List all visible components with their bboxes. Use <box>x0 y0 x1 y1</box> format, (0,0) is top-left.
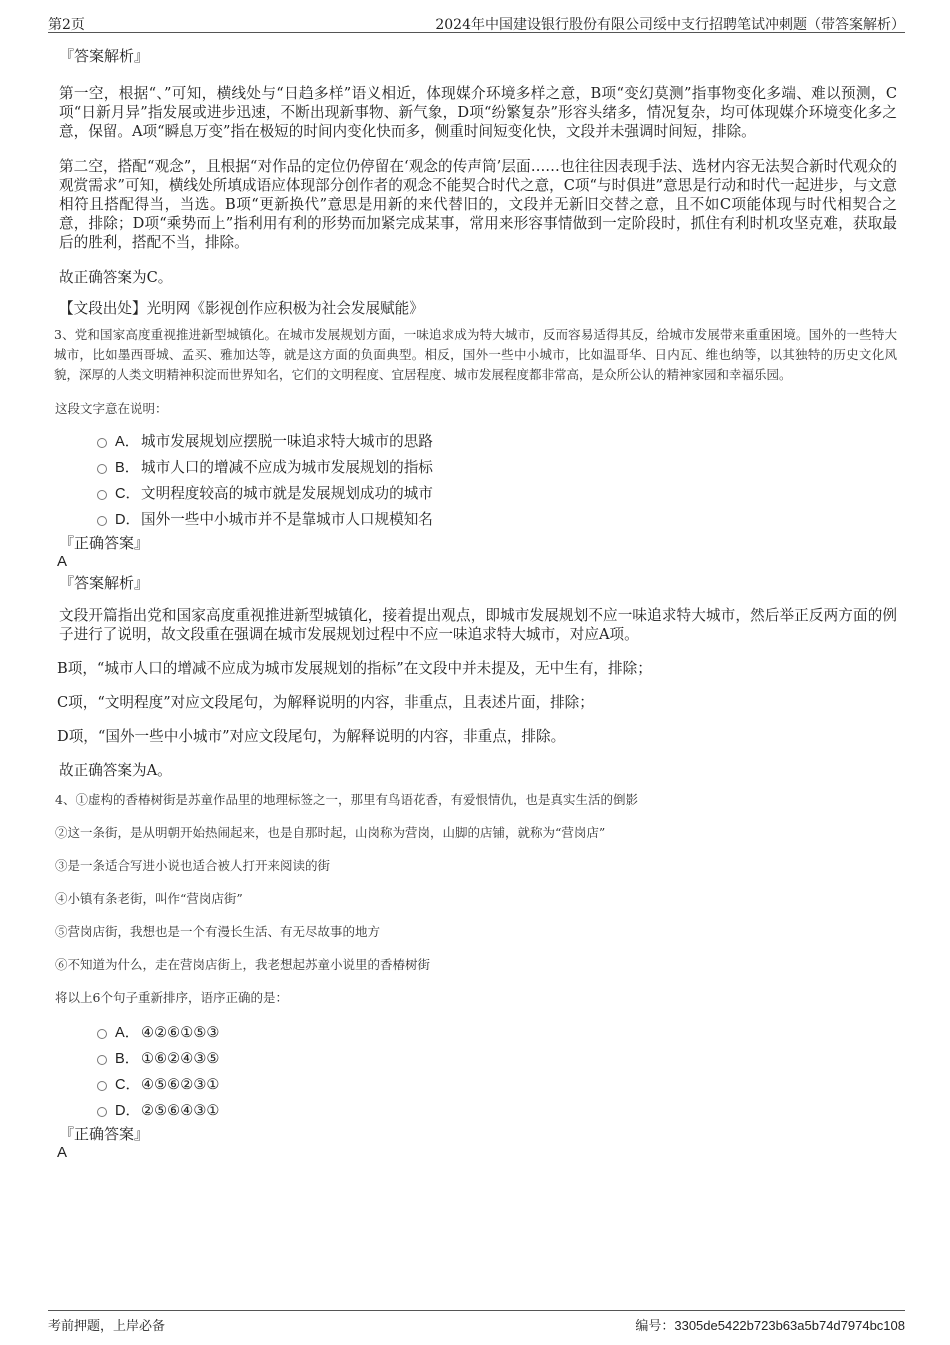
document-title: 2024年中国建设银行股份有限公司绥中支行招聘笔试冲刺题（带答案解析） <box>435 17 905 33</box>
radio-icon[interactable] <box>97 1107 107 1117</box>
q3-option-d[interactable]: D．国外一些中小城市并不是靠城市人口规模知名 <box>95 507 897 533</box>
q4-option-b[interactable]: B． ①⑥②④③⑤ <box>95 1046 897 1072</box>
q2-analysis-paragraph-2: 第二空，搭配“观念”，且根据“对作品的定位仍停留在‘观念的传声筒’层面……也往往因表现手法、选材内容无法契合新时代观众的观赏需求”可知，横线处所填成语应体现部分创作者的观念不能契合时代之意，C项“与时俱进”意思是行动和时代一起进步，与文意相符且搭配得当，当选。B项“更新换代”意思是用新的来代替旧的，文段并无新旧交替之意，且不如C项能体现与时代相契合之意，排除；D项“乘势而上”指利用有利的形势而加紧完成某事，常用来形容事情做到一定阶段时，抓住有利时机攻坚克难，获取最后的胜利，搭配不当，排除。 <box>59 158 897 251</box>
q4-sentence-5: ⑤营岗店街，我想也是一个有漫长生活、有无尽故事的地方 <box>55 924 381 939</box>
radio-icon[interactable] <box>97 438 107 448</box>
q4-sentence-4: ④小镇有条老街，叫作“营岗店街” <box>55 891 243 906</box>
radio-icon[interactable] <box>97 490 107 500</box>
q4-option-d[interactable]: D．②⑤⑥④③① <box>95 1098 897 1124</box>
radio-icon[interactable] <box>97 1029 107 1039</box>
q3-analysis-label: 『答案解析』 <box>59 574 150 592</box>
radio-icon[interactable] <box>97 516 107 526</box>
q3-question: 这段文字意在说明： <box>55 401 168 416</box>
q3-analysis-paragraph-1: 文段开篇指出党和国家高度重视推进新型城镇化，接着提出观点，即城市发展规划不应一味追求特大城市，然后举正反两方面的例子进行了说明，故文段重在强调在城市发展规划过程中不应一味追求特大城市，对应A项。 <box>59 607 897 643</box>
q3-option-a[interactable]: A． 城市发展规划应摆脱一味追求特大城市的思路 <box>95 429 897 455</box>
q3-answer: A <box>57 553 68 570</box>
q3-stem: 3、党和国家高度重视推进新型城镇化。在城市发展规划方面，一味追求成为特大城市，反而容易适得其反，给城市发展带来重重困境。国外的一些特大城市，比如墨西哥城、孟买、雅加达等，就是这方面的负面典型。相反，国外一些中小城市，比如温哥华、日内瓦、维也纳等，以其独特的历史文化风貌，深厚的人类文明精神积淀而世界知名，它们的文明程度、宜居程度、城市发展程度都非常高，是众所公认的精神家园和幸福乐园。 <box>54 327 897 382</box>
q2-analysis-paragraph-1: 第一空，根据“、”可知，横线处与“日趋多样”语义相近，体现媒介环境多样之意，B项“变幻莫测”指事物变化多端、难以预测，C项“日新月异”指发展或进步迅速，不断出现新事物、新气象，D项“纷繁复杂”形容头绪多，情况复杂，均可体现媒介环境变化多之意，保留。A项“瞬息万变”指在极短的时间内变化快而多，侧重时间短变化快，文段并未强调时间短，排除。 <box>59 85 897 140</box>
q3-analysis-paragraph-2: B项，“城市人口的增减不应成为城市发展规划的指标”在文段中并未提及，无中生有，排除； <box>57 660 652 677</box>
radio-icon[interactable] <box>97 1081 107 1091</box>
page-footer <box>48 1310 905 1335</box>
radio-icon[interactable] <box>97 1055 107 1065</box>
q4-sentence-1: 4、①虚构的香椿树街是苏童作品里的地理标签之一，那里有鸟语花香，有爱恨情仇，也是真实生活的倒影 <box>55 792 638 807</box>
q3-conclusion: 故正确答案为A。 <box>59 762 172 779</box>
q3-analysis-paragraph-3: C项，“文明程度”对应文段尾句，为解释说明的内容，非重点，且表述片面，排除； <box>57 694 594 711</box>
q4-question: 将以上6个句子重新排序，语序正确的是： <box>55 990 288 1005</box>
q3-option-c[interactable]: C．文明程度较高的城市就是发展规划成功的城市 <box>95 481 897 507</box>
q2-source: 【文段出处】光明网《影视创作应积极为社会发展赋能》 <box>59 300 424 317</box>
q3-answer-label: 『正确答案』 <box>59 534 150 552</box>
q4-options <box>95 1020 897 1124</box>
page-number: 第2页 <box>48 17 85 33</box>
q2-analysis-label: 『答案解析』 <box>59 47 150 65</box>
q2-conclusion: 故正确答案为C。 <box>59 269 173 286</box>
q4-sentence-2: ②这一条街，是从明朝开始热闹起来，也是自那时起，山岗称为营岗，山脚的店铺，就称为“营岗店” <box>55 825 606 840</box>
page-content <box>55 44 897 1162</box>
q4-sentence-3: ③是一条适合写进小说也适合被人打开来阅读的街 <box>55 858 331 873</box>
q3-options <box>95 429 897 533</box>
q4-answer-label: 『正确答案』 <box>59 1125 150 1143</box>
footer-slogan: 考前押题，上岸必备 <box>48 1319 166 1334</box>
q4-sentence-6: ⑥不知道为什么，走在营岗店街上，我老想起苏童小说里的香椿树街 <box>55 957 431 972</box>
q4-option-c[interactable]: C．④⑤⑥②③① <box>95 1072 897 1098</box>
q4-option-a[interactable]: A． ④②⑥①⑤③ <box>95 1020 897 1046</box>
q3-analysis-paragraph-4: D项，“国外一些中小城市”对应文段尾句，为解释说明的内容，非重点，排除。 <box>57 728 566 745</box>
q4-answer: A <box>57 1144 68 1161</box>
page-header <box>48 10 905 33</box>
radio-icon[interactable] <box>97 464 107 474</box>
document-code: 编号：3305de5422b723b63a5b74d7974bc108 <box>635 1318 905 1333</box>
q3-option-b[interactable]: B． 城市人口的增减不应成为城市发展规划的指标 <box>95 455 897 481</box>
